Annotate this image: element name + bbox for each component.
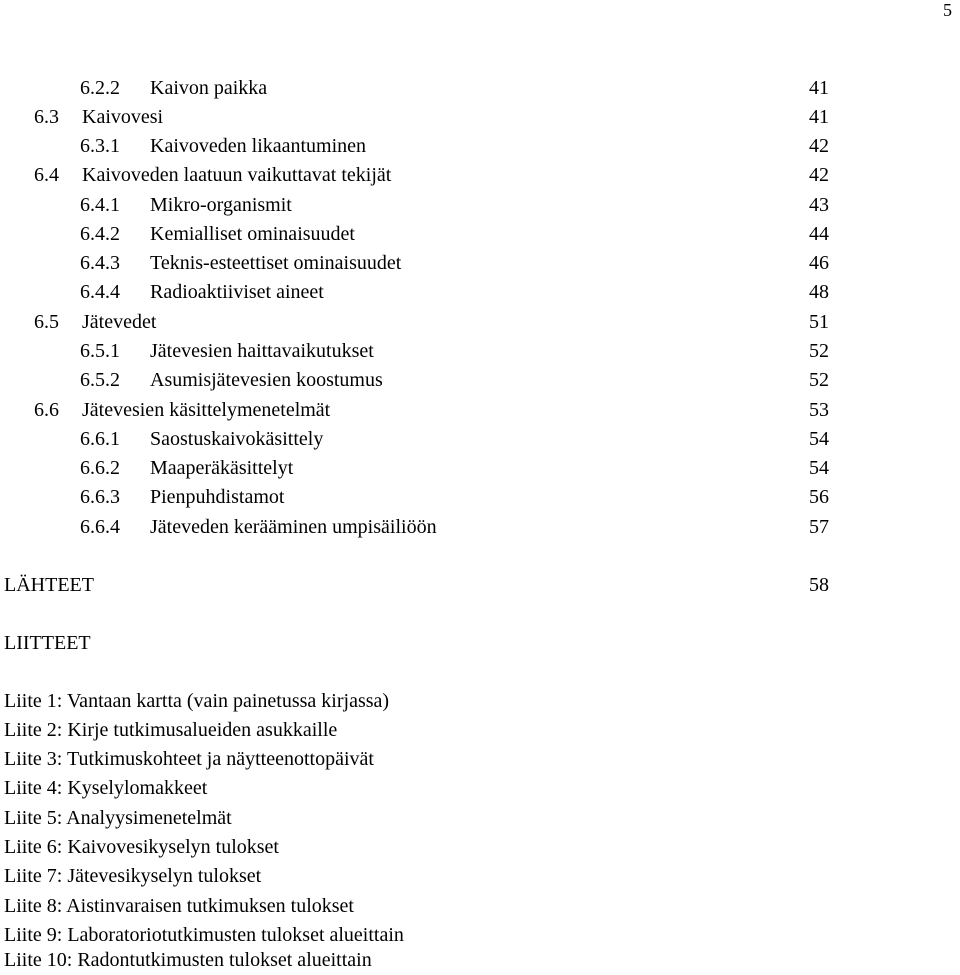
toc-title: Maaperäkäsittelyt bbox=[150, 457, 294, 479]
appendix-item: Liite 5: Analyysimenetelmät bbox=[4, 807, 232, 829]
toc-row bbox=[0, 249, 960, 278]
toc-number: 6.3.1 bbox=[80, 135, 120, 157]
toc-row bbox=[0, 396, 960, 425]
toc-row bbox=[0, 74, 960, 103]
toc-row bbox=[0, 483, 960, 512]
appendix-item: Liite 1: Vantaan kartta (vain painetussa kirjassa) bbox=[4, 690, 390, 712]
toc-number: 6.2.2 bbox=[80, 77, 120, 99]
toc-title: Teknis-esteettiset ominaisuudet bbox=[150, 252, 402, 274]
appendix-item: Liite 10: Radontutkimusten tulokset alueittain bbox=[4, 949, 372, 971]
toc-row bbox=[0, 454, 960, 483]
toc-number: 6.6 bbox=[34, 399, 59, 421]
toc-title: Kaivovesi bbox=[82, 106, 164, 128]
toc-page: 53 bbox=[809, 399, 829, 421]
toc-page: 48 bbox=[809, 281, 829, 303]
toc-page: 43 bbox=[809, 194, 829, 216]
toc-number: 6.3 bbox=[34, 106, 59, 128]
toc-row bbox=[0, 513, 960, 542]
appendix-item: Liite 4: Kyselylomakkeet bbox=[4, 777, 208, 799]
toc-row bbox=[0, 308, 960, 337]
toc-row bbox=[0, 425, 960, 454]
sources-row bbox=[0, 571, 960, 600]
appendix-item: Liite 6: Kaivovesikyselyn tulokset bbox=[4, 836, 279, 858]
toc-page: 44 bbox=[809, 223, 829, 245]
toc-number: 6.6.1 bbox=[80, 428, 120, 450]
toc-title: Kemialliset ominaisuudet bbox=[150, 223, 355, 245]
toc-title: Kaivon paikka bbox=[150, 77, 268, 99]
sources-heading: LÄHTEET bbox=[4, 574, 94, 596]
toc-title: Kaivoveden laatuun vaikuttavat tekijät bbox=[82, 164, 392, 186]
toc-title: Mikro-organismit bbox=[150, 194, 292, 216]
toc-number: 6.4.1 bbox=[80, 194, 120, 216]
toc-title: Jätevesien haittavaikutukset bbox=[150, 340, 374, 362]
appendix-item: Liite 3: Tutkimuskohteet ja näytteenottopäivät bbox=[4, 748, 374, 770]
toc-number: 6.6.3 bbox=[80, 486, 120, 508]
toc-title: Jätevesien käsittelymenetelmät bbox=[82, 399, 331, 421]
toc-page: 56 bbox=[809, 486, 829, 508]
toc-page: 54 bbox=[809, 428, 829, 450]
page-number: 5 bbox=[943, 0, 952, 20]
toc-page: 51 bbox=[809, 311, 829, 333]
toc-title: Pienpuhdistamot bbox=[150, 486, 285, 508]
toc-row bbox=[0, 161, 960, 190]
toc-number: 6.5.2 bbox=[80, 369, 120, 391]
toc-row bbox=[0, 278, 960, 307]
toc-number: 6.5.1 bbox=[80, 340, 120, 362]
toc-page: 52 bbox=[809, 369, 829, 391]
toc-row bbox=[0, 191, 960, 220]
toc-row bbox=[0, 337, 960, 366]
toc-page: 46 bbox=[809, 252, 829, 274]
toc-title: Saostuskaivokäsittely bbox=[150, 428, 324, 450]
appendix-item: Liite 8: Aistinvaraisen tutkimuksen tulokset bbox=[4, 895, 354, 917]
toc-title: Jäteveden kerääminen umpisäiliöön bbox=[150, 516, 437, 538]
toc-row bbox=[0, 103, 960, 132]
toc-title: Kaivoveden likaantuminen bbox=[150, 135, 367, 157]
toc-number: 6.6.4 bbox=[80, 516, 120, 538]
toc-page: 42 bbox=[809, 135, 829, 157]
toc-page: 52 bbox=[809, 340, 829, 362]
toc-page: 54 bbox=[809, 457, 829, 479]
toc-row bbox=[0, 132, 960, 161]
toc-row bbox=[0, 220, 960, 249]
toc-title: Radioaktiiviset aineet bbox=[150, 281, 324, 303]
appendix-item: Liite 2: Kirje tutkimusalueiden asukkaille bbox=[4, 719, 338, 741]
toc-number: 6.4.4 bbox=[80, 281, 120, 303]
toc-title: Asumisjätevesien koostumus bbox=[150, 369, 383, 391]
sources-page: 58 bbox=[809, 574, 829, 596]
appendix-item: Liite 9: Laboratoriotutkimusten tulokset alueittain bbox=[4, 924, 404, 946]
appendix-item: Liite 7: Jätevesikyselyn tulokset bbox=[4, 865, 262, 887]
toc-page: 41 bbox=[809, 77, 829, 99]
toc-number: 6.5 bbox=[34, 311, 59, 333]
appendices-heading: LIITTEET bbox=[4, 632, 91, 654]
toc-number: 6.6.2 bbox=[80, 457, 120, 479]
appendices-heading-row bbox=[0, 629, 960, 658]
toc-title: Jätevedet bbox=[82, 311, 157, 333]
toc-row bbox=[0, 366, 960, 395]
toc-number: 6.4.2 bbox=[80, 223, 120, 245]
toc-page: 41 bbox=[809, 106, 829, 128]
toc-number: 6.4 bbox=[34, 164, 59, 186]
toc-page: 42 bbox=[809, 164, 829, 186]
toc-number: 6.4.3 bbox=[80, 252, 120, 274]
toc-page: 57 bbox=[809, 516, 829, 538]
